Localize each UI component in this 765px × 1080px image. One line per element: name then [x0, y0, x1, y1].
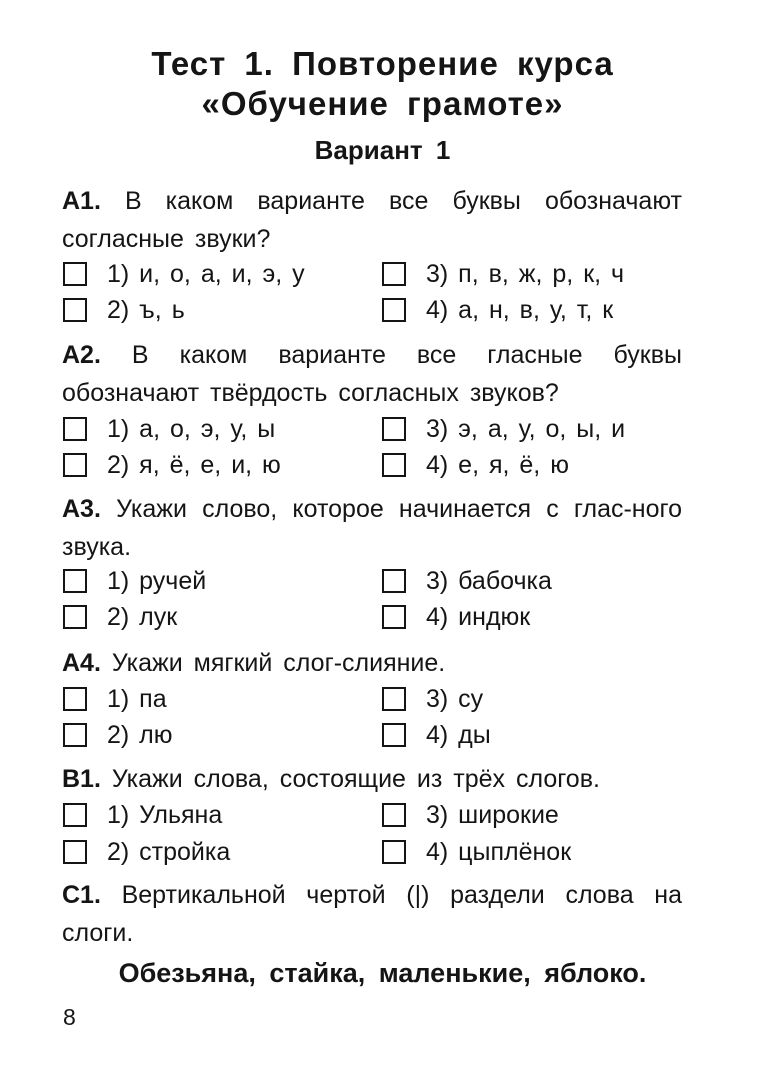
option-a3-2[interactable] [63, 602, 177, 632]
question-number: B1. [62, 765, 101, 793]
option-label: 4) ды [426, 721, 491, 749]
checkbox[interactable] [63, 453, 87, 477]
page-title: Тест 1. Повторение курса [151, 45, 614, 82]
question-number: A3. [62, 495, 101, 523]
question-text: Укажи слова, состоящие из трёх слогов. [111, 765, 600, 793]
question-text: В каком варианте все буквы обозначают согласные звуки? [62, 187, 682, 253]
option-a3-4[interactable] [382, 602, 530, 632]
words-to-divide: Обезьяна, стайка, маленькие, яблоко. [118, 958, 647, 988]
option-label: 3) су [426, 685, 484, 713]
option-label: 2) лук [107, 603, 178, 631]
option-label: 3) широкие [426, 801, 559, 829]
question-a2 [62, 336, 682, 412]
option-b1-1[interactable] [63, 800, 222, 830]
option-label: 1) па [107, 685, 167, 713]
question-a3 [62, 490, 682, 566]
option-a4-1[interactable] [63, 684, 167, 714]
page-number: 8 [63, 1004, 76, 1030]
option-label: 2) ъ, ь [107, 296, 185, 324]
question-a1 [62, 182, 682, 258]
checkbox[interactable] [63, 417, 87, 441]
option-a1-3[interactable] [382, 259, 624, 289]
checkbox[interactable] [63, 298, 87, 322]
option-label: 3) бабочка [426, 567, 552, 595]
option-a2-4[interactable] [382, 450, 569, 480]
option-a2-2[interactable] [63, 450, 281, 480]
checkbox[interactable] [382, 453, 406, 477]
option-label: 3) п, в, ж, р, к, ч [426, 260, 625, 288]
checkbox[interactable] [382, 417, 406, 441]
option-a1-2[interactable] [63, 295, 185, 325]
checkbox[interactable] [382, 687, 406, 711]
question-b1 [62, 760, 682, 798]
question-number: A2. [62, 341, 101, 369]
option-b1-4[interactable] [382, 837, 571, 867]
checkbox[interactable] [382, 723, 406, 747]
checkbox[interactable] [63, 569, 87, 593]
option-label: 4) е, я, ё, ю [426, 451, 569, 479]
checkbox[interactable] [382, 262, 406, 286]
option-label: 1) и, о, а, и, э, у [107, 260, 305, 288]
option-label: 2) я, ё, е, и, ю [107, 451, 281, 479]
option-a4-4[interactable] [382, 720, 491, 750]
checkbox[interactable] [382, 605, 406, 629]
variant-label: Вариант 1 [314, 135, 451, 165]
option-label: 4) а, н, в, у, т, к [426, 296, 614, 324]
question-number: A4. [62, 649, 101, 677]
option-a4-2[interactable] [63, 720, 173, 750]
option-a2-1[interactable] [63, 414, 275, 444]
option-a2-3[interactable] [382, 414, 625, 444]
checkbox[interactable] [382, 569, 406, 593]
question-text: В каком варианте все гласные буквы обозначают твёрдость согласных звуков? [62, 341, 682, 407]
option-label: 3) э, а, у, о, ы, и [426, 415, 626, 443]
option-a4-3[interactable] [382, 684, 483, 714]
question-text: Укажи мягкий слог-слияние. [111, 649, 446, 677]
option-label: 2) стройка [107, 838, 231, 866]
checkbox[interactable] [382, 803, 406, 827]
option-a1-1[interactable] [63, 259, 305, 289]
option-label: 4) индюк [426, 603, 531, 631]
option-label: 1) а, о, э, у, ы [107, 415, 276, 443]
question-text: Вертикальной чертой (|) раздели слова на слоги. [62, 881, 682, 947]
question-c1 [62, 876, 682, 952]
option-label: 1) ручей [107, 567, 207, 595]
checkbox[interactable] [382, 298, 406, 322]
checkbox[interactable] [63, 605, 87, 629]
checkbox[interactable] [63, 803, 87, 827]
checkbox[interactable] [63, 723, 87, 747]
option-label: 1) Ульяна [107, 801, 223, 829]
checkbox[interactable] [63, 687, 87, 711]
checkbox[interactable] [63, 262, 87, 286]
option-label: 2) лю [107, 721, 173, 749]
checkbox[interactable] [382, 840, 406, 864]
page-subtitle: «Обучение грамоте» [201, 85, 564, 122]
option-a1-4[interactable] [382, 295, 613, 325]
question-number: C1. [62, 881, 101, 909]
question-number: A1. [62, 187, 101, 215]
question-a4 [62, 644, 682, 682]
option-label: 4) цыплёнок [426, 838, 572, 866]
option-a3-3[interactable] [382, 566, 552, 596]
option-a3-1[interactable] [63, 566, 206, 596]
option-b1-2[interactable] [63, 837, 230, 867]
option-b1-3[interactable] [382, 800, 559, 830]
question-text: Укажи слово, которое начинается с глас-ного звука. [62, 495, 682, 561]
checkbox[interactable] [63, 840, 87, 864]
